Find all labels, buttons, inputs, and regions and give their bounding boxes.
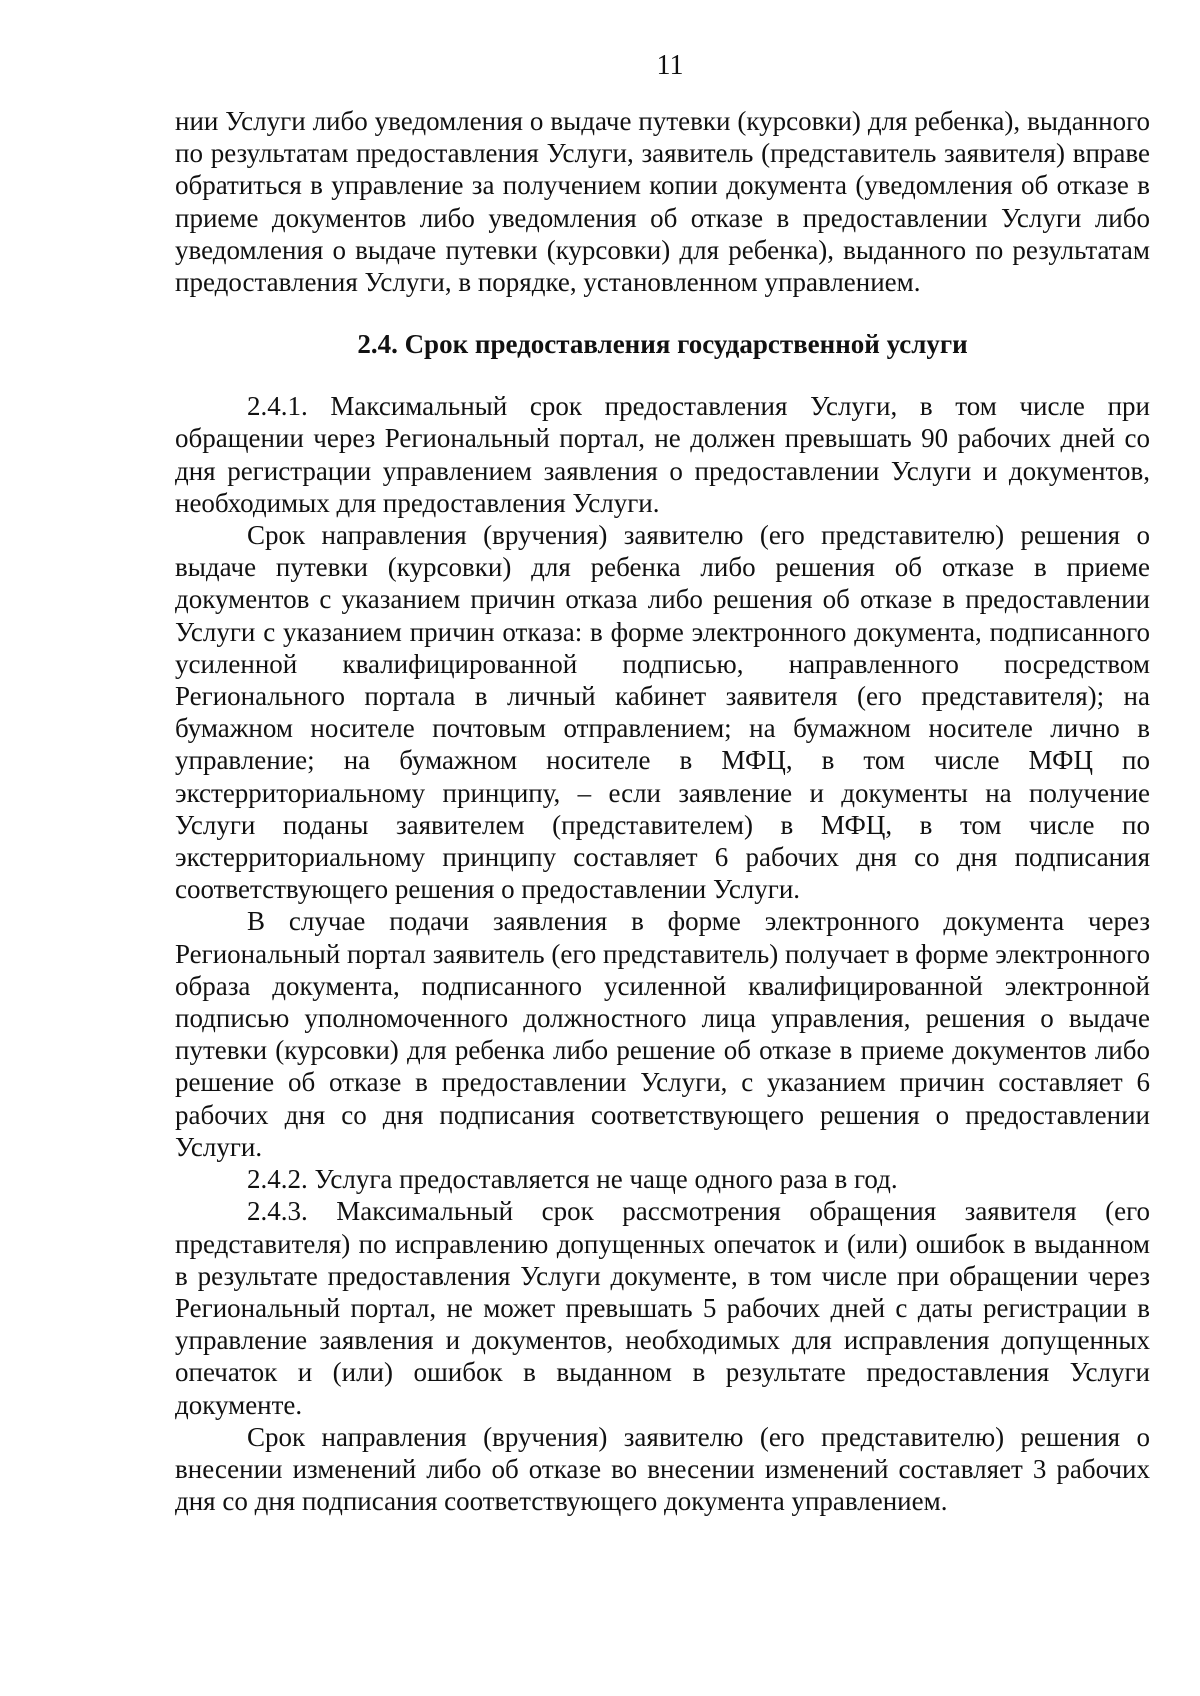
document-body — [175, 105, 1150, 1517]
paragraph-2-4-1: 2.4.1. Максимальный срок предоставления Услуги, в том числе при обращении через Региональный портал, не должен превышать 90 рабочих дней со дня регистрации управлением заявления о предоставлении Услуги и документов, необходимых для предоставления Услуги. — [175, 391, 1150, 518]
paragraph-2-4-3: 2.4.3. Максимальный срок рассмотрения обращения заявителя (его представителя) по исправлению допущенных опечаток и (или) ошибок в выданном в результате предоставления Услуги документе, в том числе при обращении через Региональный портал, не может превышать 5 рабочих дней с даты регистрации в управление заявления и документов, необходимых для исправления допущенных опечаток и (или) ошибок в выданном в результате предоставления Услуги документе. — [175, 1196, 1150, 1420]
paragraph-intro: нии Услуги либо уведомления о выдаче путевки (курсовки) для ребенка), выданного по результатам предоставления Услуги, заявитель (представитель заявителя) вправе обратиться в управление за получением копии документа (уведомления об отказе в приеме документов либо уведомления об отказе в предоставлении Услуги либо уведомления о выдаче путевки (курсовки) для ребенка), выданного по результатам предоставления Услуги, в порядке, установленном управлением. — [175, 106, 1150, 298]
paragraph-correction-term: Срок направления (вручения) заявителю (его представителю) решения о внесении изменений либо об отказе во внесении изменений составляет 3 рабочих дня со дня подписания соответствующего документа управлением. — [175, 1421, 1150, 1517]
paragraph-2-4-2: 2.4.2. Услуга предоставляется не чаще одного раза в год. — [247, 1164, 898, 1195]
paragraph-delivery-term: Срок направления (вручения) заявителю (его представителю) решения о выдаче путевки (курсовки) для ребенка либо решения об отказе в приеме документов с указанием причин отказа либо решения об отказе в предоставлении Услуги с указанием причин отказа: в форме электронного документа, подписанного усиленной квалифицированной подписью, направленного посредством Регионального портала в личный кабинет заявителя (его представителя); на бумажном носителе почтовым отправлением; на бумажном носителе лично в управление; на бумажном носителе в МФЦ, в том числе МФЦ по экстерриториальному принципу, – если заявление и документы на получение Услуги поданы заявителем (представителем) в МФЦ, в том числе по экстерриториальному принципу составляет 6 рабочих дня со дня подписания соответствующего решения о предоставлении Услуги. — [175, 520, 1150, 905]
paragraph-electronic-submission: В случае подачи заявления в форме электронного документа через Региональный портал заявитель (его представитель) получает в форме электронного образа документа, подписанного усиленной квалифицированной электронной подписью уполномоченного должностного лица управления, решения о выдаче путевки (курсовки) для ребенка либо решение об отказе в приеме документов либо решение об отказе в предоставлении Услуги, с указанием причин составляет 6 рабочих дня со дня подписания соответствующего решения о предоставлении Услуги. — [175, 906, 1150, 1162]
section-heading-2-4: 2.4. Срок предоставления государственной услуги — [357, 329, 968, 360]
page-number: 11 — [656, 50, 684, 81]
